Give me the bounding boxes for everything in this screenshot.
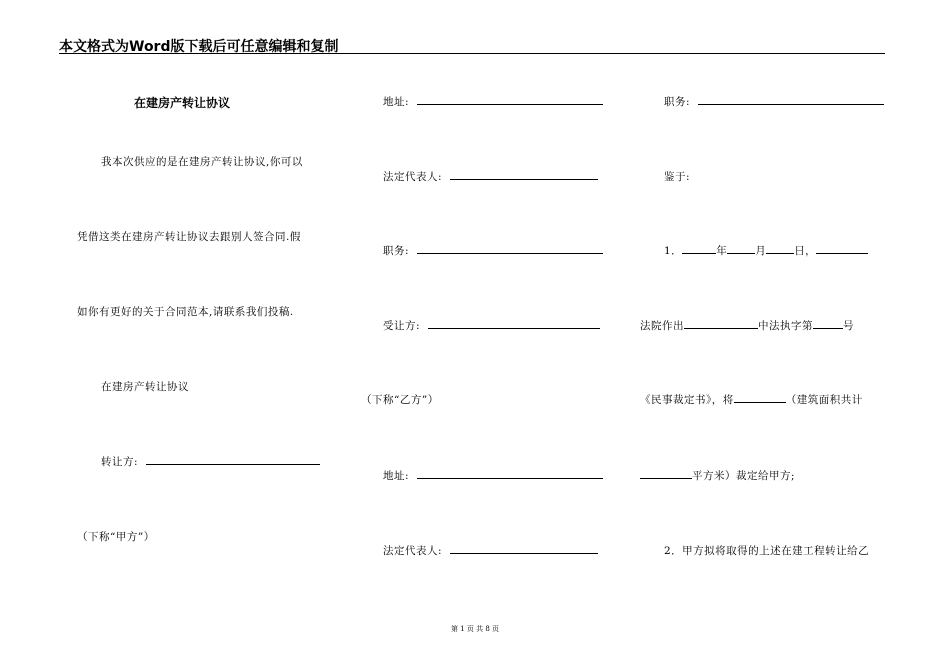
position-label-1: 职务:: [383, 245, 410, 257]
property-blank: [734, 392, 786, 403]
position-label-2: 职务:: [664, 96, 691, 108]
ruling-suffix: （建筑面积共计: [785, 394, 863, 406]
address-label-1: 地址:: [383, 96, 410, 108]
date-tail-blank: [816, 243, 868, 254]
intro-line-2: 凭借这类在建房产转让协议去跟别人签合同.假: [77, 231, 301, 243]
position-blank-1: [417, 243, 603, 254]
page-footer: 第 1 页 共 8 页: [450, 625, 500, 633]
area-blank: [640, 468, 692, 479]
address-blank-2: [417, 468, 603, 479]
legal-rep-blank-1: [450, 169, 598, 180]
number-label: 号: [843, 320, 854, 332]
header-divider: [59, 53, 885, 54]
court-mid-label: 中法执字第: [758, 320, 813, 332]
month-label: 月: [755, 245, 767, 257]
transferee-label: 受让方:: [383, 320, 421, 332]
transferor-blank: [146, 454, 320, 465]
day-label: 日，: [794, 245, 817, 257]
page-header: 本文格式为Word版下载后可任意编辑和复制: [59, 39, 339, 55]
position-blank-2: [698, 94, 884, 105]
address-row-2: [383, 468, 603, 483]
position-row-1: [383, 243, 603, 258]
position-row-2: [664, 94, 884, 109]
transferee-row: [383, 318, 600, 333]
year-label: 年: [716, 245, 728, 257]
area-row: [640, 468, 795, 483]
year-blank: [682, 243, 716, 254]
transferor-label: 转让方:: [101, 456, 139, 468]
transferor-note: （下称“甲方”）: [77, 531, 155, 543]
address-label-2: 地址:: [383, 470, 410, 482]
address-blank-1: [417, 94, 603, 105]
address-row-1: [383, 94, 603, 109]
ruling-prefix: 《民事裁定书》，将: [640, 394, 734, 406]
whereas-label: 鉴于:: [664, 171, 691, 183]
item-1-number: 1．: [664, 245, 683, 257]
ruling-row: [640, 392, 863, 407]
court-row: [640, 318, 854, 333]
legal-rep-row-1: [383, 169, 598, 184]
transferee-blank: [428, 318, 600, 329]
document-title: 在建房产转让协议: [134, 96, 231, 110]
court-blank: [684, 318, 758, 329]
legal-rep-label-2: 法定代表人:: [383, 545, 443, 557]
legal-rep-blank-2: [450, 543, 598, 554]
area-suffix: 平方米）裁定给甲方;: [692, 470, 796, 482]
court-label: 法院作出: [640, 320, 684, 332]
case-number-blank: [813, 318, 843, 329]
section-heading: 在建房产转让协议: [101, 381, 189, 393]
legal-rep-row-2: [383, 543, 598, 558]
intro-line-1: 我本次供应的是在建房产转让协议,你可以: [101, 156, 303, 168]
date-row: [664, 243, 868, 258]
legal-rep-label-1: 法定代表人:: [383, 171, 443, 183]
month-blank: [727, 243, 755, 254]
transferee-note: （下称“乙方”）: [361, 394, 439, 406]
transferor-row: [101, 454, 320, 469]
item-2: 2．甲方拟将取得的上述在建工程转让给乙: [664, 545, 870, 557]
day-blank: [766, 243, 794, 254]
intro-line-3: 如你有更好的关于合同范本,请联系我们投稿.: [77, 306, 294, 318]
